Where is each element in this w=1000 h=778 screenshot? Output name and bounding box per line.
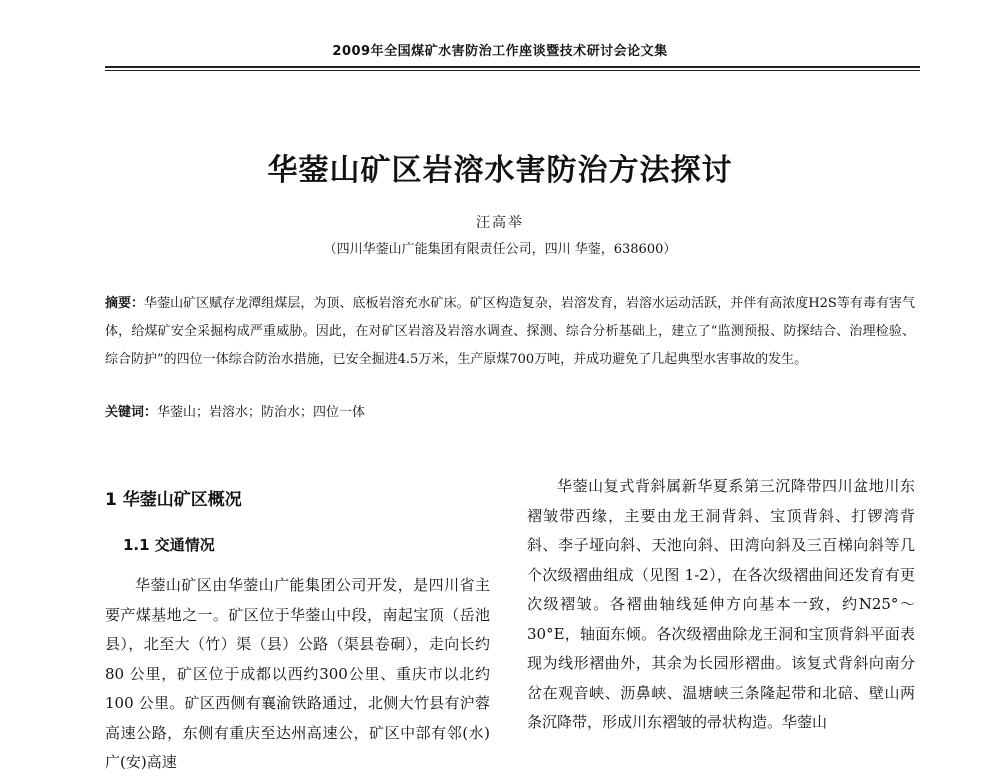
body-paragraph: 华蓥山复式背斜属新华夏系第三沉降带四川盆地川东褶皱带西缘，主要由龙王洞背斜、宝顶背斜、打锣湾背斜、李子垭向斜、天池向斜、田湾向斜及三百梯向斜等几个次级褶曲组成（见图 1-2），在各次级褶曲间还发育有更次级褶皱。各褶曲轴线延伸方向基本一致，约N25°～30°E，轴面东倾。各次级褶曲除龙王洞和宝顶背斜平面表现为线形褶曲外，其余为长园形褶曲。该复式背斜向南分岔在观音峡、沥鼻峡、温塘峡三条隆起带和北碚、壁山两条沉降带，形成川东褶皱的帚状构造。华蓥山 — [527, 477, 915, 731]
abstract-text: 华蓥山矿区赋存龙潭组煤层，为顶、底板岩溶充水矿床。矿区构造复杂，岩溶发育，岩溶水运动活跃，并伴有高浓度H2S等有毒有害气体，给煤矿安全采掘构成严重威胁。因此，在对矿区岩溶及岩溶水调查、探测、综合分析基础上，建立了“监测预报、防探结合、治理检验、综合防护”的四位一体综合防治水措施，已安全掘进4.5万米，生产原煤700万吨，并成功避免了几起典型水害事故的发生。 — [105, 296, 915, 367]
left-column — [105, 485, 490, 778]
abstract-label: 摘要： — [105, 296, 145, 311]
abstract — [105, 290, 915, 374]
author-affiliation: （四川华蓥山广能集团有限责任公司，四川 华蓥，638600） — [323, 242, 677, 257]
body-paragraph: 华蓥山矿区由华蓥山广能集团公司开发，是四川省主要产煤基地之一。矿区位于华蓥山中段，南起宝顶（岳池县），北至大（竹）渠（县）公路（渠县卷硐），走向长约 80 公里，矿区位于成都以西约300公里、重庆市以北约 100 公里。矿区西侧有襄渝铁路通过，北侧大竹县有沪蓉高速公路，东侧有重庆至达州高速公，矿区中部有邻(水)广(安)高速 — [105, 576, 490, 771]
section-heading: 1 华蓥山矿区概况 — [105, 490, 242, 510]
header-rule — [105, 66, 920, 71]
paper-title: 华蓥山矿区岩溶水害防治方法探讨 — [267, 153, 733, 188]
keywords-label: 关键词： — [105, 405, 158, 420]
author-name: 汪高举 — [476, 215, 524, 231]
keywords-text: 华蓥山；岩溶水；防治水；四位一体 — [157, 405, 366, 420]
running-header: 2009年全国煤矿水害防治工作座谈暨技术研讨会论文集 — [332, 44, 668, 59]
keywords — [105, 402, 915, 424]
subsection-heading: 1.1 交通情况 — [123, 536, 215, 554]
right-column — [527, 472, 915, 738]
